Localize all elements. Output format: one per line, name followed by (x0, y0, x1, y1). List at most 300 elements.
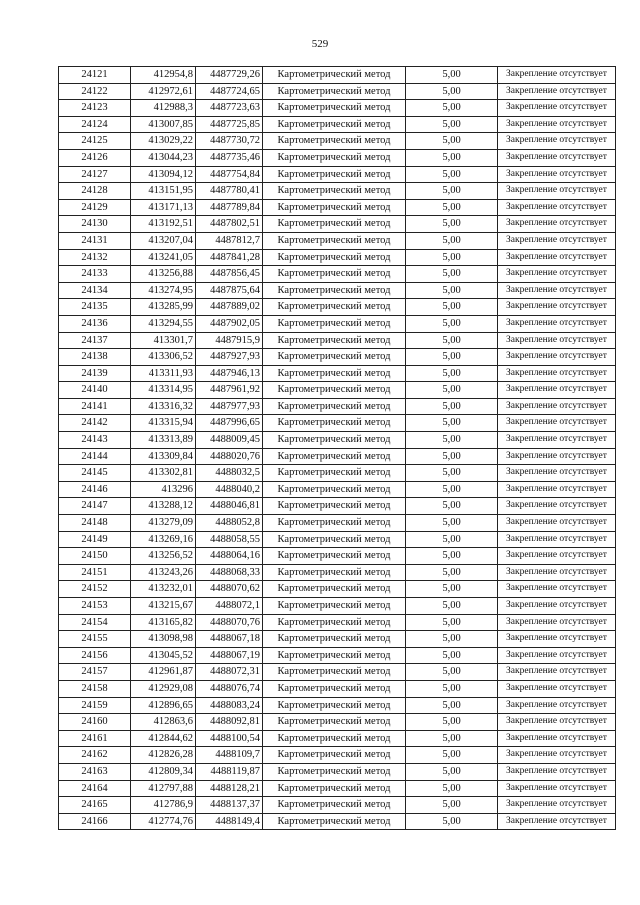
cell-coord-y: 4487977,93 (196, 398, 263, 415)
cell-point-number: 24132 (59, 249, 131, 266)
cell-point-number: 24124 (59, 116, 131, 133)
cell-method: Картометрический метод (263, 232, 406, 249)
cell-coord-y: 4488067,19 (196, 647, 263, 664)
cell-precision: 5,00 (406, 647, 498, 664)
cell-precision: 5,00 (406, 149, 498, 166)
cell-fixation: Закрепление отсутствует (498, 349, 616, 366)
cell-fixation: Закрепление отсутствует (498, 697, 616, 714)
cell-coord-x: 413241,05 (131, 249, 196, 266)
cell-coord-y: 4487841,28 (196, 249, 263, 266)
cell-coord-y: 4488109,7 (196, 747, 263, 764)
cell-fixation: Закрепление отсутствует (498, 315, 616, 332)
cell-coord-x: 412826,28 (131, 747, 196, 764)
cell-point-number: 24159 (59, 697, 131, 714)
cell-method: Картометрический метод (263, 448, 406, 465)
cell-precision: 5,00 (406, 531, 498, 548)
cell-point-number: 24148 (59, 515, 131, 532)
cell-precision: 5,00 (406, 299, 498, 316)
cell-fixation: Закрепление отсутствует (498, 149, 616, 166)
cell-coord-x: 412929,08 (131, 680, 196, 697)
cell-coord-y: 4488092,81 (196, 714, 263, 731)
table-row (59, 581, 616, 598)
cell-point-number: 24125 (59, 133, 131, 150)
cell-precision: 5,00 (406, 166, 498, 183)
cell-point-number: 24126 (59, 149, 131, 166)
cell-coord-y: 4488064,16 (196, 548, 263, 565)
cell-fixation: Закрепление отсутствует (498, 199, 616, 216)
cell-coord-x: 413311,93 (131, 365, 196, 382)
cell-method: Картометрический метод (263, 564, 406, 581)
cell-precision: 5,00 (406, 780, 498, 797)
cell-method: Картометрический метод (263, 349, 406, 366)
cell-method: Картометрический метод (263, 315, 406, 332)
cell-coord-y: 4488020,76 (196, 448, 263, 465)
cell-method: Картометрический метод (263, 249, 406, 266)
cell-coord-y: 4487889,02 (196, 299, 263, 316)
cell-point-number: 24163 (59, 763, 131, 780)
cell-coord-y: 4488058,55 (196, 531, 263, 548)
cell-precision: 5,00 (406, 415, 498, 432)
cell-fixation: Закрепление отсутствует (498, 664, 616, 681)
cell-coord-x: 413029,22 (131, 133, 196, 150)
cell-fixation: Закрепление отсутствует (498, 382, 616, 399)
cell-point-number: 24129 (59, 199, 131, 216)
table-row (59, 730, 616, 747)
cell-point-number: 24161 (59, 730, 131, 747)
cell-coord-y: 4488009,45 (196, 432, 263, 449)
cell-point-number: 24131 (59, 232, 131, 249)
cell-point-number: 24164 (59, 780, 131, 797)
cell-point-number: 24149 (59, 531, 131, 548)
table-row (59, 797, 616, 814)
cell-fixation: Закрепление отсутствует (498, 581, 616, 598)
cell-fixation: Закрепление отсутствует (498, 531, 616, 548)
cell-point-number: 24143 (59, 432, 131, 449)
cell-coord-y: 4488068,33 (196, 564, 263, 581)
cell-fixation: Закрепление отсутствует (498, 730, 616, 747)
cell-point-number: 24152 (59, 581, 131, 598)
cell-fixation: Закрепление отсутствует (498, 365, 616, 382)
cell-point-number: 24127 (59, 166, 131, 183)
cell-coord-y: 4488032,5 (196, 465, 263, 482)
cell-coord-x: 413301,7 (131, 332, 196, 349)
cell-method: Картометрический метод (263, 133, 406, 150)
cell-coord-y: 4488070,76 (196, 614, 263, 631)
cell-fixation: Закрепление отсутствует (498, 797, 616, 814)
cell-coord-x: 413045,52 (131, 647, 196, 664)
cell-precision: 5,00 (406, 714, 498, 731)
cell-method: Картометрический метод (263, 614, 406, 631)
cell-precision: 5,00 (406, 100, 498, 117)
table-row (59, 432, 616, 449)
cell-fixation: Закрепление отсутствует (498, 780, 616, 797)
cell-method: Картометрический метод (263, 149, 406, 166)
cell-coord-x: 413171,13 (131, 199, 196, 216)
cell-method: Картометрический метод (263, 432, 406, 449)
cell-point-number: 24154 (59, 614, 131, 631)
cell-coord-x: 413313,89 (131, 432, 196, 449)
cell-precision: 5,00 (406, 382, 498, 399)
cell-coord-x: 412797,88 (131, 780, 196, 797)
table-row (59, 548, 616, 565)
cell-method: Картометрический метод (263, 548, 406, 565)
cell-precision: 5,00 (406, 614, 498, 631)
cell-precision: 5,00 (406, 116, 498, 133)
cell-coord-x: 413288,12 (131, 498, 196, 515)
table-row (59, 149, 616, 166)
cell-method: Картометрический метод (263, 332, 406, 349)
cell-precision: 5,00 (406, 249, 498, 266)
cell-fixation: Закрепление отсутствует (498, 747, 616, 764)
cell-point-number: 24150 (59, 548, 131, 565)
table-row (59, 116, 616, 133)
cell-coord-y: 4488040,2 (196, 481, 263, 498)
cell-fixation: Закрепление отсутствует (498, 598, 616, 615)
cell-coord-y: 4488067,18 (196, 631, 263, 648)
cell-point-number: 24146 (59, 481, 131, 498)
cell-point-number: 24153 (59, 598, 131, 615)
table-row (59, 216, 616, 233)
cell-precision: 5,00 (406, 83, 498, 100)
cell-coord-x: 412863,6 (131, 714, 196, 731)
cell-method: Картометрический метод (263, 531, 406, 548)
coordinates-table (58, 66, 616, 830)
cell-method: Картометрический метод (263, 664, 406, 681)
cell-point-number: 24151 (59, 564, 131, 581)
cell-point-number: 24138 (59, 349, 131, 366)
cell-precision: 5,00 (406, 730, 498, 747)
cell-coord-x: 413306,52 (131, 349, 196, 366)
cell-method: Картометрический метод (263, 515, 406, 532)
cell-method: Картометрический метод (263, 83, 406, 100)
cell-fixation: Закрепление отсутствует (498, 763, 616, 780)
cell-method: Картометрический метод (263, 299, 406, 316)
cell-fixation: Закрепление отсутствует (498, 216, 616, 233)
table-row (59, 498, 616, 515)
cell-point-number: 24158 (59, 680, 131, 697)
cell-precision: 5,00 (406, 199, 498, 216)
cell-coord-y: 4488119,87 (196, 763, 263, 780)
cell-coord-y: 4487725,85 (196, 116, 263, 133)
cell-coord-y: 4488052,8 (196, 515, 263, 532)
cell-coord-x: 413007,85 (131, 116, 196, 133)
cell-fixation: Закрепление отсутствует (498, 299, 616, 316)
cell-coord-x: 412786,9 (131, 797, 196, 814)
table-row (59, 448, 616, 465)
cell-fixation: Закрепление отсутствует (498, 282, 616, 299)
cell-method: Картометрический метод (263, 481, 406, 498)
table-body (59, 67, 616, 830)
table-row (59, 100, 616, 117)
table-row (59, 299, 616, 316)
cell-fixation: Закрепление отсутствует (498, 432, 616, 449)
cell-fixation: Закрепление отсутствует (498, 647, 616, 664)
cell-point-number: 24123 (59, 100, 131, 117)
cell-coord-x: 413294,55 (131, 315, 196, 332)
cell-precision: 5,00 (406, 797, 498, 814)
cell-precision: 5,00 (406, 332, 498, 349)
cell-coord-x: 413165,82 (131, 614, 196, 631)
cell-method: Картометрический метод (263, 266, 406, 283)
cell-fixation: Закрепление отсутствует (498, 813, 616, 830)
cell-coord-x: 413316,32 (131, 398, 196, 415)
cell-method: Картометрический метод (263, 598, 406, 615)
cell-coord-y: 4487946,13 (196, 365, 263, 382)
cell-precision: 5,00 (406, 266, 498, 283)
cell-point-number: 24141 (59, 398, 131, 415)
cell-coord-y: 4488072,1 (196, 598, 263, 615)
table-row (59, 697, 616, 714)
table-row (59, 631, 616, 648)
table-row (59, 763, 616, 780)
cell-coord-y: 4487915,9 (196, 332, 263, 349)
cell-coord-y: 4488076,74 (196, 680, 263, 697)
cell-fixation: Закрепление отсутствует (498, 232, 616, 249)
table-row (59, 232, 616, 249)
cell-coord-y: 4487996,65 (196, 415, 263, 432)
cell-point-number: 24140 (59, 382, 131, 399)
cell-coord-y: 4487961,92 (196, 382, 263, 399)
cell-precision: 5,00 (406, 664, 498, 681)
cell-coord-x: 413309,84 (131, 448, 196, 465)
cell-method: Картометрический метод (263, 166, 406, 183)
cell-coord-x: 412809,34 (131, 763, 196, 780)
table-row (59, 415, 616, 432)
cell-fixation: Закрепление отсутствует (498, 116, 616, 133)
cell-coord-x: 412961,87 (131, 664, 196, 681)
cell-point-number: 24157 (59, 664, 131, 681)
cell-fixation: Закрепление отсутствует (498, 548, 616, 565)
table-row (59, 266, 616, 283)
cell-precision: 5,00 (406, 498, 498, 515)
cell-point-number: 24165 (59, 797, 131, 814)
cell-precision: 5,00 (406, 349, 498, 366)
cell-precision: 5,00 (406, 697, 498, 714)
cell-coord-x: 412896,65 (131, 697, 196, 714)
cell-precision: 5,00 (406, 315, 498, 332)
cell-coord-x: 413232,01 (131, 581, 196, 598)
cell-fixation: Закрепление отсутствует (498, 67, 616, 84)
cell-coord-x: 413256,52 (131, 548, 196, 565)
cell-precision: 5,00 (406, 763, 498, 780)
cell-fixation: Закрепление отсутствует (498, 448, 616, 465)
cell-precision: 5,00 (406, 515, 498, 532)
cell-point-number: 24121 (59, 67, 131, 84)
cell-method: Картометрический метод (263, 365, 406, 382)
cell-coord-y: 4488137,37 (196, 797, 263, 814)
cell-point-number: 24147 (59, 498, 131, 515)
cell-point-number: 24156 (59, 647, 131, 664)
cell-fixation: Закрепление отсутствует (498, 249, 616, 266)
table-row (59, 614, 616, 631)
cell-precision: 5,00 (406, 680, 498, 697)
cell-precision: 5,00 (406, 631, 498, 648)
cell-coord-y: 4487724,65 (196, 83, 263, 100)
cell-method: Картометрический метод (263, 813, 406, 830)
cell-precision: 5,00 (406, 564, 498, 581)
cell-point-number: 24133 (59, 266, 131, 283)
table-row (59, 680, 616, 697)
table-row (59, 647, 616, 664)
table-row (59, 598, 616, 615)
cell-coord-x: 413315,94 (131, 415, 196, 432)
cell-method: Картометрический метод (263, 116, 406, 133)
cell-coord-y: 4487735,46 (196, 149, 263, 166)
table-row (59, 67, 616, 84)
cell-precision: 5,00 (406, 481, 498, 498)
cell-point-number: 24134 (59, 282, 131, 299)
cell-coord-x: 412972,61 (131, 83, 196, 100)
cell-coord-x: 413044,23 (131, 149, 196, 166)
cell-point-number: 24142 (59, 415, 131, 432)
cell-coord-x: 413269,16 (131, 531, 196, 548)
cell-method: Картометрический метод (263, 763, 406, 780)
cell-fixation: Закрепление отсутствует (498, 680, 616, 697)
table-row (59, 365, 616, 382)
table-row (59, 199, 616, 216)
cell-precision: 5,00 (406, 465, 498, 482)
table-row (59, 481, 616, 498)
cell-fixation: Закрепление отсутствует (498, 100, 616, 117)
cell-coord-y: 4488046,81 (196, 498, 263, 515)
cell-method: Картометрический метод (263, 631, 406, 648)
cell-coord-y: 4487730,72 (196, 133, 263, 150)
table-row (59, 515, 616, 532)
cell-coord-x: 413279,09 (131, 515, 196, 532)
cell-coord-y: 4487780,41 (196, 183, 263, 200)
cell-coord-x: 412954,8 (131, 67, 196, 84)
table-row (59, 349, 616, 366)
cell-precision: 5,00 (406, 747, 498, 764)
cell-coord-x: 412988,3 (131, 100, 196, 117)
table-row (59, 813, 616, 830)
cell-precision: 5,00 (406, 398, 498, 415)
table-row (59, 465, 616, 482)
cell-fixation: Закрепление отсутствует (498, 564, 616, 581)
table-row (59, 83, 616, 100)
cell-coord-x: 413192,51 (131, 216, 196, 233)
cell-point-number: 24137 (59, 332, 131, 349)
cell-fixation: Закрепление отсутствует (498, 465, 616, 482)
cell-coord-y: 4487789,84 (196, 199, 263, 216)
cell-coord-y: 4487856,45 (196, 266, 263, 283)
cell-method: Картометрический метод (263, 680, 406, 697)
cell-precision: 5,00 (406, 282, 498, 299)
cell-coord-x: 413094,12 (131, 166, 196, 183)
cell-coord-x: 413256,88 (131, 266, 196, 283)
cell-method: Картометрический метод (263, 398, 406, 415)
cell-fixation: Закрепление отсутствует (498, 183, 616, 200)
cell-method: Картометрический метод (263, 382, 406, 399)
cell-precision: 5,00 (406, 232, 498, 249)
cell-point-number: 24145 (59, 465, 131, 482)
cell-precision: 5,00 (406, 216, 498, 233)
cell-coord-x: 413207,04 (131, 232, 196, 249)
cell-method: Картометрический метод (263, 581, 406, 598)
cell-method: Картометрический метод (263, 714, 406, 731)
cell-point-number: 24130 (59, 216, 131, 233)
table-row (59, 133, 616, 150)
cell-coord-y: 4488083,24 (196, 697, 263, 714)
table-row (59, 531, 616, 548)
cell-coord-y: 4487812,7 (196, 232, 263, 249)
cell-fixation: Закрепление отсутствует (498, 631, 616, 648)
cell-coord-y: 4488149,4 (196, 813, 263, 830)
cell-precision: 5,00 (406, 365, 498, 382)
cell-fixation: Закрепление отсутствует (498, 266, 616, 283)
table-row (59, 282, 616, 299)
cell-method: Картометрический метод (263, 183, 406, 200)
cell-fixation: Закрепление отсутствует (498, 133, 616, 150)
table-row (59, 564, 616, 581)
cell-precision: 5,00 (406, 548, 498, 565)
cell-method: Картометрический метод (263, 797, 406, 814)
cell-method: Картометрический метод (263, 67, 406, 84)
cell-method: Картометрический метод (263, 747, 406, 764)
table-row (59, 780, 616, 797)
cell-precision: 5,00 (406, 183, 498, 200)
cell-method: Картометрический метод (263, 199, 406, 216)
cell-coord-x: 413215,67 (131, 598, 196, 615)
cell-method: Картометрический метод (263, 730, 406, 747)
cell-coord-y: 4487729,26 (196, 67, 263, 84)
cell-precision: 5,00 (406, 133, 498, 150)
cell-precision: 5,00 (406, 813, 498, 830)
cell-method: Картометрический метод (263, 697, 406, 714)
cell-coord-y: 4487802,51 (196, 216, 263, 233)
cell-precision: 5,00 (406, 432, 498, 449)
cell-fixation: Закрепление отсутствует (498, 415, 616, 432)
cell-coord-y: 4488070,62 (196, 581, 263, 598)
cell-method: Картометрический метод (263, 216, 406, 233)
cell-point-number: 24136 (59, 315, 131, 332)
cell-precision: 5,00 (406, 581, 498, 598)
table-row (59, 664, 616, 681)
cell-fixation: Закрепление отсутствует (498, 332, 616, 349)
cell-point-number: 24155 (59, 631, 131, 648)
cell-fixation: Закрепление отсутствует (498, 714, 616, 731)
cell-method: Картометрический метод (263, 647, 406, 664)
cell-point-number: 24166 (59, 813, 131, 830)
cell-fixation: Закрепление отсутствует (498, 398, 616, 415)
cell-fixation: Закрепление отсутствует (498, 515, 616, 532)
cell-coord-y: 4488128,21 (196, 780, 263, 797)
cell-coord-x: 413151,95 (131, 183, 196, 200)
cell-coord-x: 413098,98 (131, 631, 196, 648)
page-number: 529 (311, 38, 329, 50)
table-row (59, 398, 616, 415)
cell-coord-y: 4488072,31 (196, 664, 263, 681)
cell-point-number: 24122 (59, 83, 131, 100)
cell-fixation: Закрепление отсутствует (498, 498, 616, 515)
cell-coord-x: 412774,76 (131, 813, 196, 830)
cell-point-number: 24128 (59, 183, 131, 200)
cell-fixation: Закрепление отсутствует (498, 481, 616, 498)
cell-precision: 5,00 (406, 598, 498, 615)
cell-coord-y: 4487875,64 (196, 282, 263, 299)
cell-fixation: Закрепление отсутствует (498, 614, 616, 631)
cell-point-number: 24144 (59, 448, 131, 465)
cell-point-number: 24160 (59, 714, 131, 731)
cell-coord-y: 4487927,93 (196, 349, 263, 366)
cell-point-number: 24135 (59, 299, 131, 316)
cell-method: Картометрический метод (263, 415, 406, 432)
table-row (59, 315, 616, 332)
cell-coord-x: 413274,95 (131, 282, 196, 299)
table-row (59, 166, 616, 183)
cell-point-number: 24162 (59, 747, 131, 764)
table-row (59, 714, 616, 731)
